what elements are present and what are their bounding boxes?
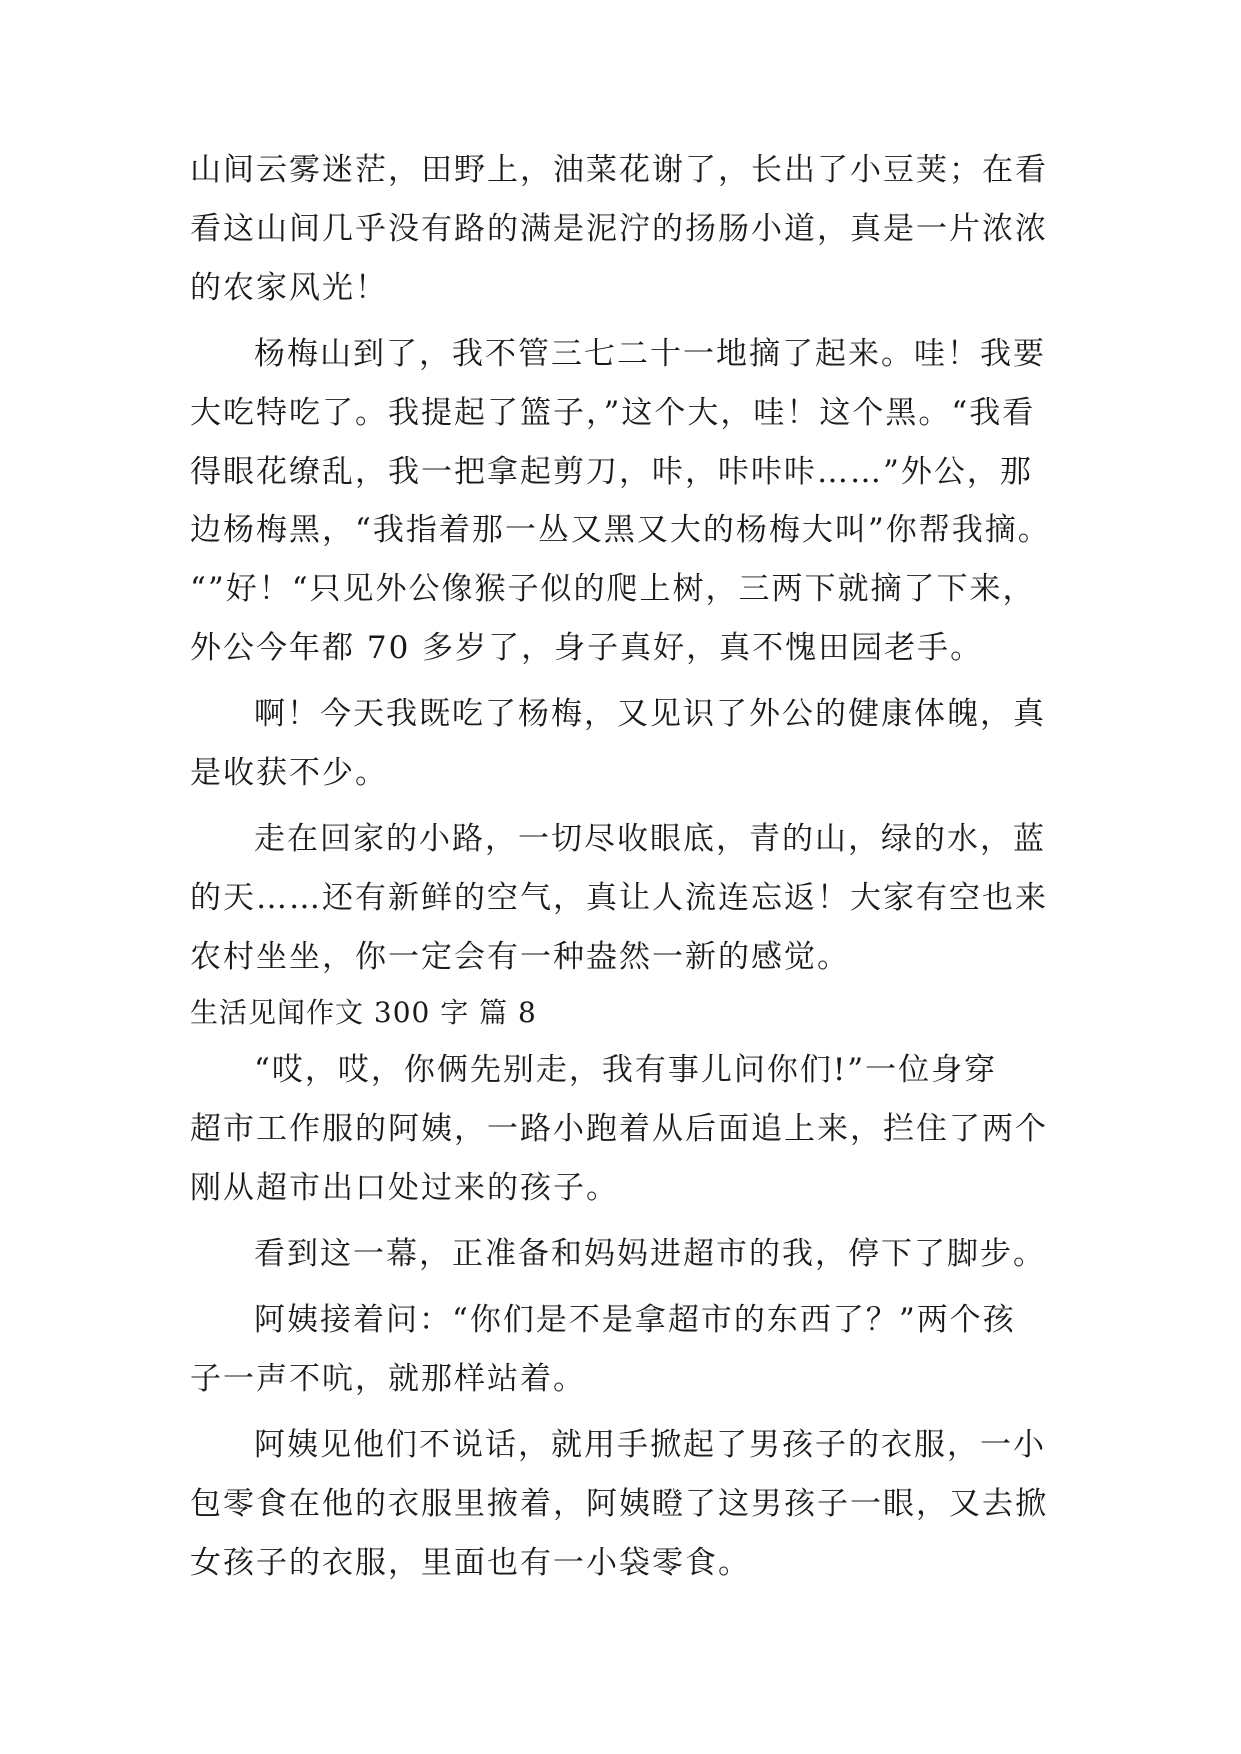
- section-heading: 生活见闻作文 300 字 篇 8: [190, 996, 537, 1029]
- text-line: 山间云雾迷茫，田野上，油菜花谢了，长出了小豆荚；在看: [190, 152, 1048, 188]
- paragraph-start-line: 啊！今天我既吃了杨梅，又见识了外公的健康体魄，真: [254, 696, 1046, 732]
- paragraph-start-line: 杨梅山到了，我不管三七二十一地摘了起来。哇！我要: [254, 336, 1046, 372]
- text-line: 的天……还有新鲜的空气，真让人流连忘返！大家有空也来: [190, 880, 1048, 916]
- text-line: 是收获不少。: [190, 755, 388, 791]
- text-line: 女孩子的衣服，里面也有一小袋零食。: [190, 1545, 751, 1581]
- paragraph-start-line: 看到这一幕，正准备和妈妈进超市的我，停下了脚步。: [254, 1236, 1046, 1272]
- paragraph-start-line: 阿姨见他们不说话，就用手掀起了男孩子的衣服，一小: [254, 1427, 1046, 1463]
- text-line: 得眼花缭乱，我一把拿起剪刀，咔，咔咔咔……”外公，那: [190, 454, 1033, 490]
- text-line: 边杨梅黑，“我指着那一丛又黑又大的杨梅大叫”你帮我摘。: [190, 512, 1051, 548]
- text-line: 看这山间几乎没有路的满是泥泞的扬肠小道，真是一片浓浓: [190, 211, 1048, 247]
- paragraph-start-line: 走在回家的小路，一切尽收眼底，青的山，绿的水，蓝: [254, 821, 1046, 857]
- text-line: 包零食在他的衣服里掖着，阿姨瞪了这男孩子一眼，又去掀: [190, 1486, 1048, 1522]
- text-line: 外公今年都 70 多岁了，身子真好，真不愧田园老手。: [190, 630, 984, 666]
- paragraph-start-line: “哎，哎，你俩先别走，我有事儿问你们!”一位身穿: [254, 1052, 998, 1088]
- text-line: 农村坐坐，你一定会有一种盎然一新的感觉。: [190, 939, 850, 975]
- text-line: “”好！“只见外公像猴子似的爬上树，三两下就摘了下来，: [190, 571, 1036, 607]
- text-line: 的农家风光！: [190, 270, 388, 306]
- text-line: 子一声不吭，就那样站着。: [190, 1361, 586, 1397]
- text-line: 大吃特吃了。我提起了篮子，”这个大，哇！这个黑。“我看: [190, 395, 1036, 431]
- paragraph-start-line: 阿姨接着问：“你们是不是拿超市的东西了？”两个孩: [254, 1302, 1016, 1338]
- text-line: 超市工作服的阿姨，一路小跑着从后面追上来，拦住了两个: [190, 1111, 1048, 1147]
- text-line: 刚从超市出口处过来的孩子。: [190, 1170, 619, 1206]
